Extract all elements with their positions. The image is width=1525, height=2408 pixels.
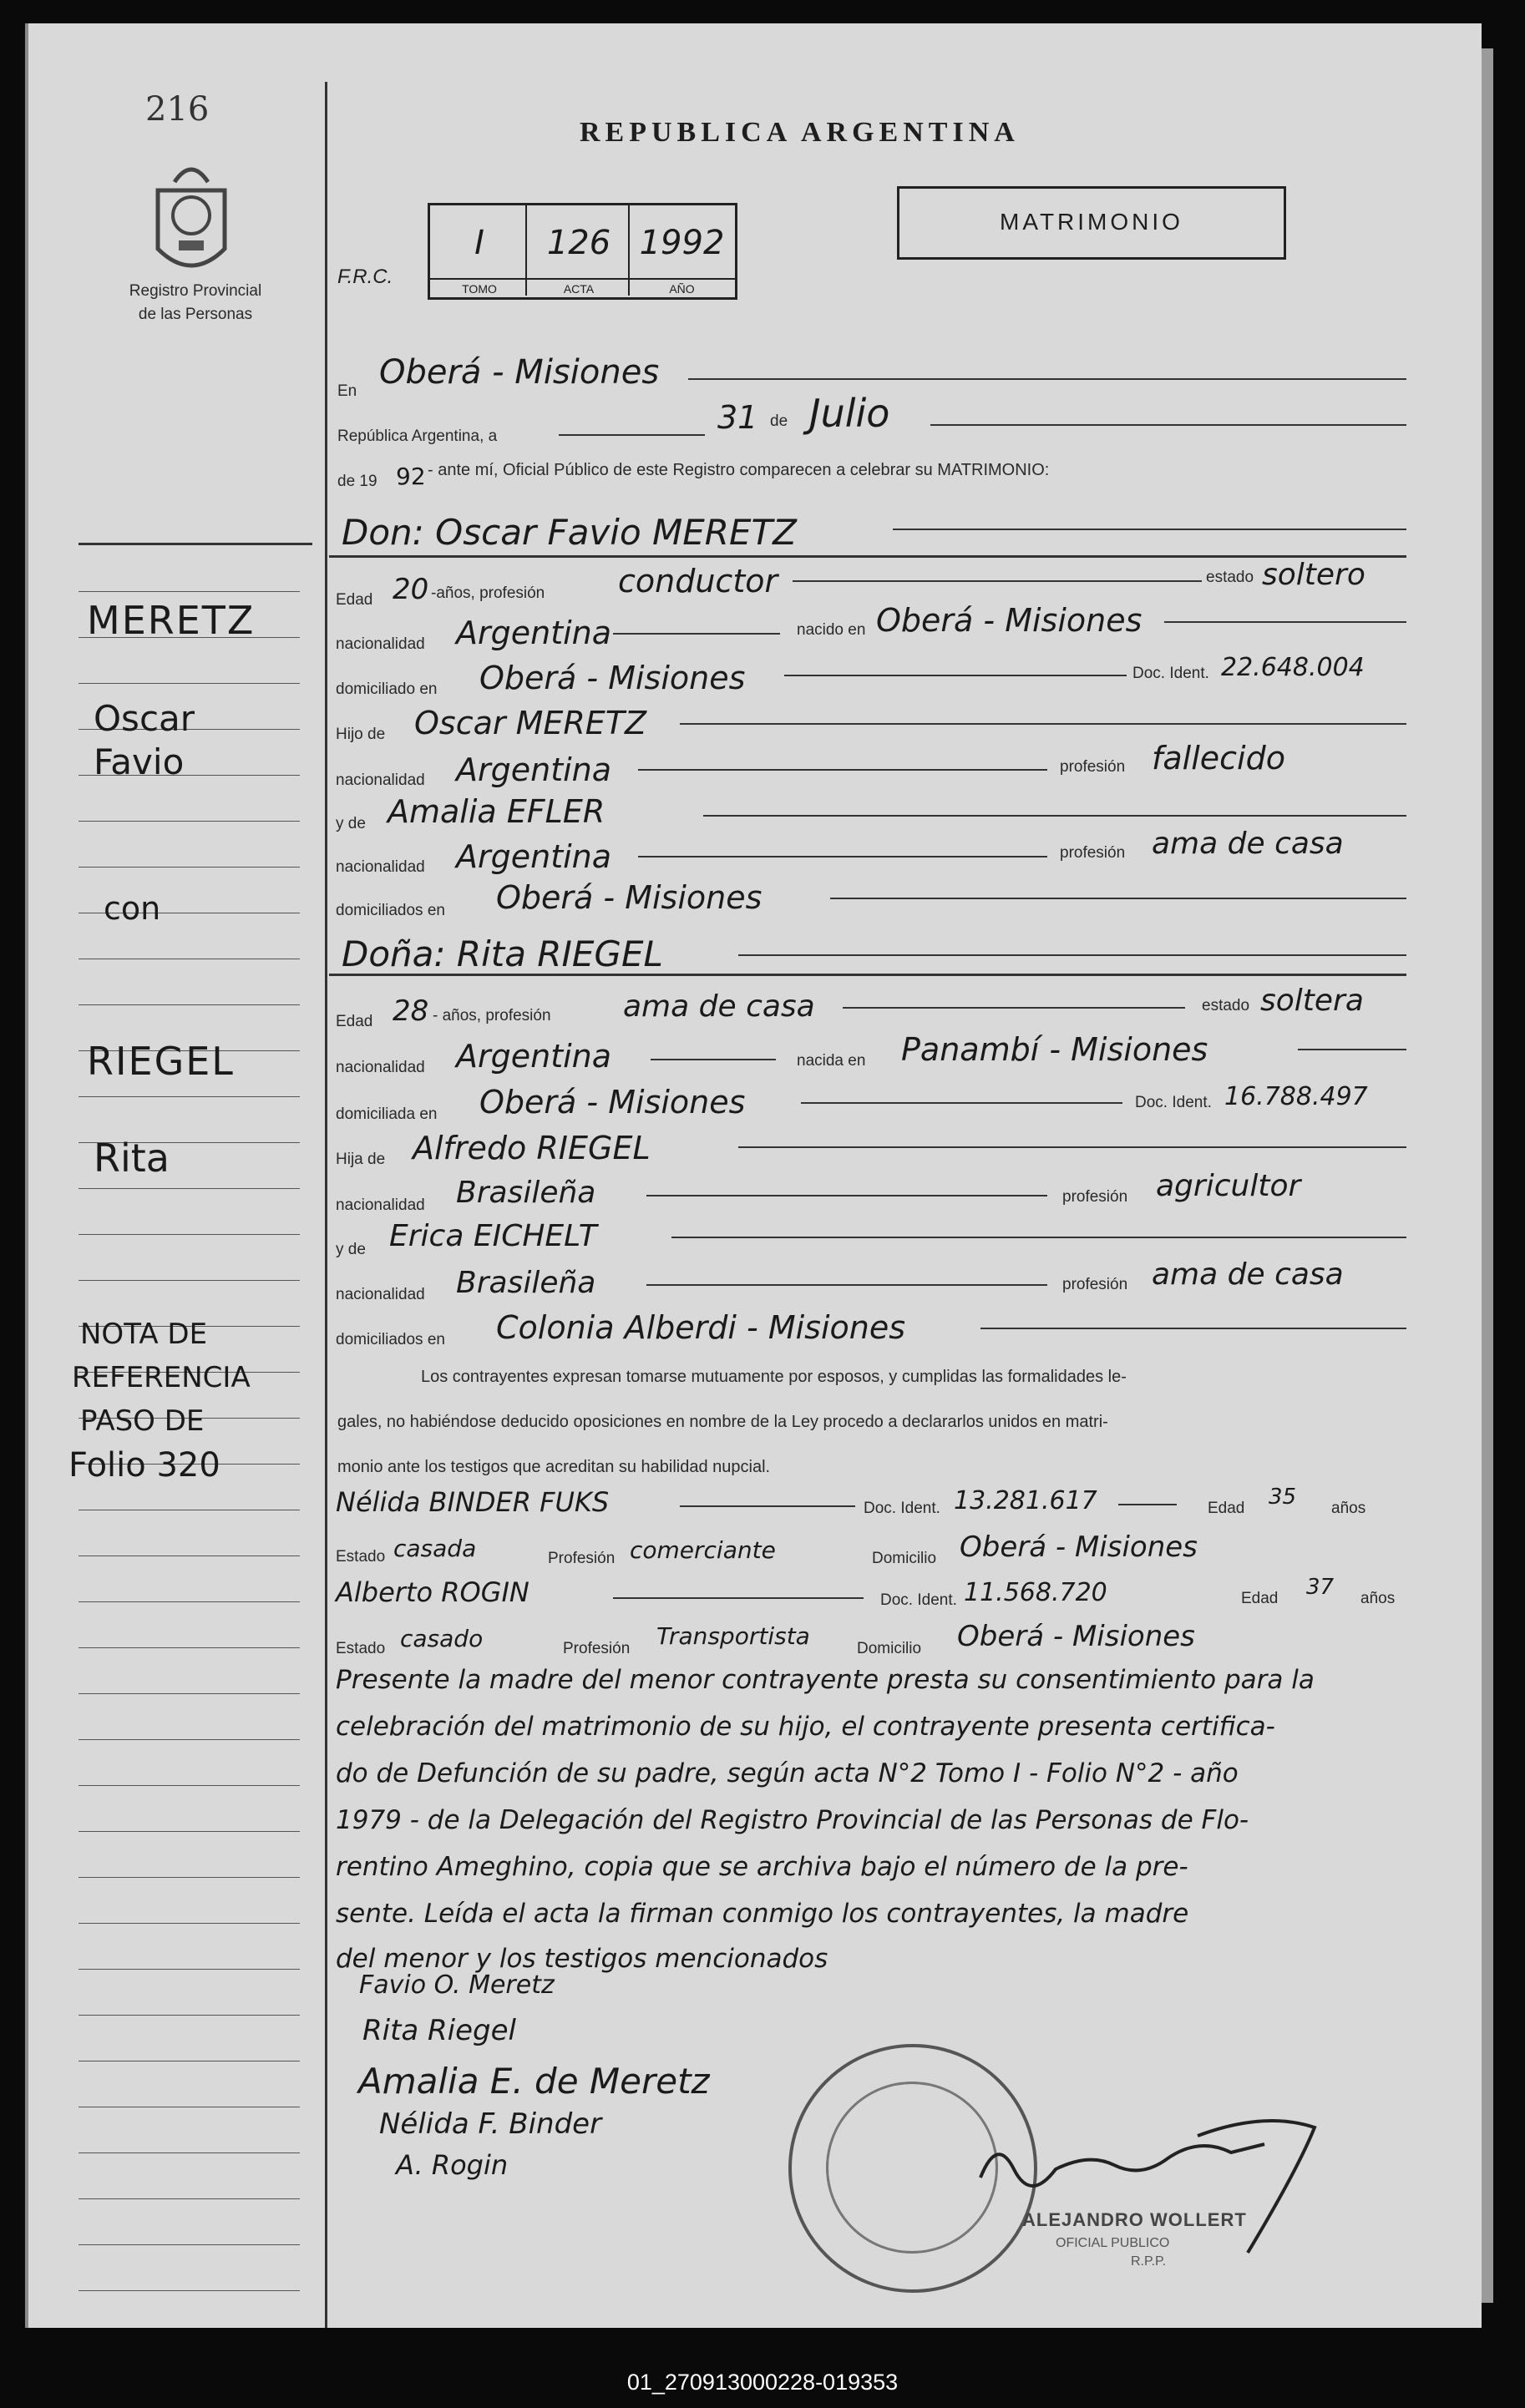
signature-witness2: A. Rogin xyxy=(396,2149,509,2181)
witness1-doc-label: Doc. Ident. xyxy=(864,1500,940,1517)
bride-dom-label: domiciliada en xyxy=(336,1105,438,1123)
bride-nacida-label: nacida en xyxy=(797,1052,866,1070)
groom-nationality: Argentina xyxy=(456,615,612,651)
signature-groom: Favio O. Meretz xyxy=(359,1970,555,2000)
witness2-dom-label: Domicilio xyxy=(857,1640,922,1657)
groom-estado-label: estado xyxy=(1206,569,1254,586)
margin-con: con xyxy=(104,890,161,927)
anio-label: AÑO xyxy=(669,282,695,296)
groom-birthplace: Oberá - Misiones xyxy=(876,602,1142,639)
groom-mother-prof: ama de casa xyxy=(1152,827,1344,861)
signature-mother: Amalia E. de Meretz xyxy=(358,2061,710,2102)
witness1-age: 35 xyxy=(1269,1485,1297,1510)
note-line-3: do de Defunción de su padre, según acta N°2 Tomo I - Folio N°2 - año xyxy=(336,1758,1239,1788)
groom-parents-dom-label: domiciliados en xyxy=(336,902,445,919)
note-line-6: sente. Leída el acta la firman conmigo los contrayentes, la madre xyxy=(336,1899,1189,1929)
witness2-prof-label: Profesión xyxy=(563,1640,631,1657)
bride-father-nat-label: nacionalidad xyxy=(336,1196,425,1214)
note-line-7: del menor y los testigos mencionados xyxy=(336,1944,828,1974)
rule-w1-doc xyxy=(1118,1504,1177,1505)
tomo-value: I xyxy=(474,224,484,262)
groom-mother-prof-label: profesión xyxy=(1060,844,1126,862)
registry-seal-icon xyxy=(145,157,237,286)
groom-father-prof: fallecido xyxy=(1152,740,1285,777)
rule-bride-paddr xyxy=(980,1328,1406,1329)
folio-number: 216 xyxy=(145,90,210,129)
declaration-line-2: gales, no habiéndose deducido oposiciones en nombre de la Ley procedo a declararlos unidos en matri- xyxy=(337,1413,1108,1431)
bride-mother-nat: Brasileña xyxy=(456,1266,596,1300)
bride-father-nat: Brasileña xyxy=(456,1176,596,1210)
groom-mother-nat-label: nacionalidad xyxy=(336,858,425,876)
groom-name: Don: Oscar Favio MERETZ xyxy=(342,512,797,553)
note-line-5: rentino Ameghino, copia que se archiva bajo el número de la pre- xyxy=(336,1852,1188,1882)
ref-sep-1 xyxy=(525,205,527,296)
margin-given-groom-2: Favio xyxy=(94,741,185,782)
witness2-profession: Transportista xyxy=(656,1622,810,1650)
groom-doc: 22.648.004 xyxy=(1221,653,1365,682)
bride-mother: Erica EICHELT xyxy=(389,1219,597,1253)
signature-witness1: Nélida F. Binder xyxy=(379,2107,602,2141)
witness1-estado-label: Estado xyxy=(336,1548,386,1566)
official-signature-icon xyxy=(964,2102,1381,2274)
witness1-dom-label: Domicilio xyxy=(872,1550,937,1567)
rule-bride-prof xyxy=(843,1007,1185,1009)
rule-bride xyxy=(738,954,1406,956)
en-label: En xyxy=(337,382,357,400)
bride-nac-label: nacionalidad xyxy=(336,1059,425,1076)
intro-rest: - ante mí, Oficial Público de este Registro comparecen a celebrar su MATRIMONIO: xyxy=(428,461,1050,479)
witness1-edad-label: Edad xyxy=(1208,1500,1245,1517)
rule-bride-nat xyxy=(651,1059,776,1060)
section-rule-bride xyxy=(329,974,1406,976)
margin-surname-bride: RIEGEL xyxy=(87,1039,235,1084)
ref-label-rule xyxy=(429,278,735,280)
rule-groom-birth xyxy=(1164,621,1406,623)
note-line-4: 1979 - de la Delegación del Registro Provincial de las Personas de Flo- xyxy=(336,1805,1249,1835)
bride-hija-label: Hija de xyxy=(336,1151,386,1168)
section-rule-groom xyxy=(329,555,1406,558)
witness2-doc: 11.568.720 xyxy=(964,1578,1107,1607)
bride-parents-dom-label: domiciliados en xyxy=(336,1331,445,1348)
rule-groom-mother xyxy=(703,815,1406,817)
groom-yde-label: y de xyxy=(336,815,366,832)
groom-age: 20 xyxy=(393,573,429,606)
witness1-name: Nélida BINDER FUKS xyxy=(336,1486,610,1518)
registry-name-1: Registro Provincial xyxy=(129,282,262,300)
margin-note-1: NOTA DE xyxy=(80,1318,208,1351)
bride-profession: ama de casa xyxy=(623,989,815,1024)
month: Julio xyxy=(809,391,890,436)
tomo-label: TOMO xyxy=(462,282,497,296)
bride-yde-label: y de xyxy=(336,1241,366,1258)
record-type: MATRIMONIO xyxy=(1000,209,1183,235)
groom-father-nat-label: nacionalidad xyxy=(336,771,425,789)
rule-bride-mother xyxy=(671,1237,1406,1238)
place: Oberá - Misiones xyxy=(379,353,660,392)
register-page xyxy=(25,23,1482,2328)
image-id-footer: 01_270913000228-019353 xyxy=(626,2370,899,2395)
bride-mother-prof-label: profesión xyxy=(1062,1276,1128,1293)
witness2-edad-label: Edad xyxy=(1241,1590,1279,1607)
rule-groom-nat xyxy=(613,633,780,635)
bride-nationality: Argentina xyxy=(456,1038,612,1075)
registry-name-2: de las Personas xyxy=(138,306,253,323)
bride-father: Alfredo RIEGEL xyxy=(413,1130,651,1166)
rule-bride-addr xyxy=(801,1102,1122,1104)
rule-bride-birth xyxy=(1298,1049,1406,1050)
groom-mother-nat: Argentina xyxy=(456,838,612,875)
note-line-2: celebración del matrimonio de su hijo, el contrayente presenta certifica- xyxy=(336,1712,1275,1742)
witness2-anios-label: años xyxy=(1360,1590,1396,1607)
rule-groom-paddr xyxy=(830,898,1406,899)
declaration-line-3: monio ante los testigos que acreditan su habilidad nupcial. xyxy=(337,1458,771,1476)
bride-edad-label: Edad xyxy=(336,1013,373,1030)
bride-father-prof: agricultor xyxy=(1156,1169,1301,1203)
margin-surname-groom: MERETZ xyxy=(87,598,256,643)
witness2-estado-label: Estado xyxy=(336,1640,386,1657)
groom-mother: Amalia EFLER xyxy=(388,793,605,830)
bride-parents-address: Colonia Alberdi - Misiones xyxy=(496,1309,906,1346)
country-title: REPUBLICA ARGENTINA xyxy=(580,117,1020,148)
rule-groom-father xyxy=(680,723,1406,725)
bride-birthplace: Panambí - Misiones xyxy=(901,1031,1208,1068)
witness1-profession: comerciante xyxy=(630,1536,776,1564)
acta-value: 126 xyxy=(546,224,611,262)
rule-groom-mnat xyxy=(638,856,1047,857)
margin-note-2: REFERENCIA xyxy=(72,1361,251,1394)
republica-label: República Argentina, a xyxy=(337,427,498,445)
groom-hijo-label: Hijo de xyxy=(336,726,386,743)
witness1-anios-label: años xyxy=(1331,1500,1366,1517)
witness2-estado: casado xyxy=(400,1625,484,1652)
groom-estado: soltero xyxy=(1262,558,1365,592)
witness2-name: Alberto ROGIN xyxy=(336,1576,529,1608)
bride-address: Oberá - Misiones xyxy=(479,1084,746,1121)
margin-given-bride: Rita xyxy=(94,1136,170,1181)
bride-doc: 16.788.497 xyxy=(1224,1082,1368,1111)
rule-groom-fnat xyxy=(638,769,1047,771)
rule-groom-prof xyxy=(793,580,1202,582)
groom-address: Oberá - Misiones xyxy=(479,660,746,696)
groom-doc-label: Doc. Ident. xyxy=(1132,665,1209,682)
margin-given-groom-1: Oscar xyxy=(94,698,195,739)
groom-father: Oscar MERETZ xyxy=(414,705,647,741)
bride-estado-label: estado xyxy=(1202,997,1250,1014)
rule-month xyxy=(930,424,1406,426)
groom-parents-address: Oberá - Misiones xyxy=(496,879,762,916)
groom-nac-label: nacionalidad xyxy=(336,635,425,653)
groom-father-prof-label: profesión xyxy=(1060,758,1126,776)
rule-groom xyxy=(893,529,1406,530)
groom-anios-label: -años, profesión xyxy=(431,584,545,602)
rule-groom-addr xyxy=(784,675,1127,676)
rule-bride-father xyxy=(738,1146,1406,1148)
rule-day xyxy=(559,434,705,436)
official-stamp-title: OFICIAL PUBLICO xyxy=(1056,2236,1170,2250)
bride-anios-label: - años, profesión xyxy=(433,1007,551,1024)
witness2-address: Oberá - Misiones xyxy=(957,1620,1195,1653)
bride-father-prof-label: profesión xyxy=(1062,1188,1128,1206)
anio-value: 1992 xyxy=(639,224,725,262)
official-stamp-name: ALEJANDRO WOLLERT xyxy=(1022,2209,1247,2230)
witness1-prof-label: Profesión xyxy=(548,1550,616,1567)
bride-age: 28 xyxy=(393,994,429,1028)
margin-divider xyxy=(325,82,327,2328)
witness2-doc-label: Doc. Ident. xyxy=(880,1591,957,1609)
day: 31 xyxy=(717,399,758,436)
bride-mother-prof: ama de casa xyxy=(1152,1257,1344,1292)
de-label: de xyxy=(770,412,788,430)
bride-doc-label: Doc. Ident. xyxy=(1135,1094,1212,1111)
rule-w2-name xyxy=(613,1597,864,1599)
groom-edad-label: Edad xyxy=(336,591,373,609)
rule-bride-mnat xyxy=(646,1284,1047,1286)
rule-bride-fnat xyxy=(646,1195,1047,1196)
acta-label: ACTA xyxy=(563,282,595,296)
year-suffix: 92 xyxy=(396,463,426,490)
witness1-doc: 13.281.617 xyxy=(954,1486,1097,1515)
rule-place xyxy=(688,378,1406,380)
official-stamp-rpp: R.P.P. xyxy=(1131,2254,1167,2269)
frc-label: F.R.C. xyxy=(337,266,393,288)
bride-estado: soltera xyxy=(1260,984,1364,1018)
groom-profession: conductor xyxy=(618,563,778,599)
margin-note-3: PASO DE xyxy=(80,1404,205,1438)
bride-name: Doña: Rita RIEGEL xyxy=(342,933,663,974)
groom-nacido-label: nacido en xyxy=(797,621,866,639)
margin-note-4: Folio 320 xyxy=(68,1446,220,1485)
groom-father-nat: Argentina xyxy=(456,751,612,788)
note-line-1: Presente la madre del menor contrayente presta su consentimiento para la xyxy=(336,1665,1315,1695)
bride-mother-nat-label: nacionalidad xyxy=(336,1286,425,1303)
groom-dom-label: domiciliado en xyxy=(336,680,438,698)
witness1-estado: casada xyxy=(393,1535,477,1562)
witness2-age: 37 xyxy=(1306,1575,1335,1600)
declaration-line-1: Los contrayentes expresan tomarse mutuamente por esposos, y cumplidas las formalidades le- xyxy=(421,1368,1127,1386)
signature-bride: Rita Riegel xyxy=(362,2014,516,2047)
rule-w1-name xyxy=(680,1505,855,1507)
witness1-address: Oberá - Misiones xyxy=(960,1530,1198,1564)
year-prefix: de 19 xyxy=(337,473,377,490)
